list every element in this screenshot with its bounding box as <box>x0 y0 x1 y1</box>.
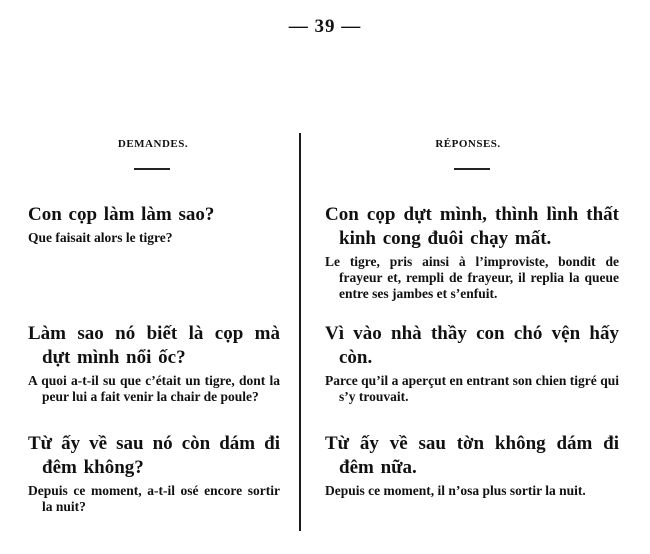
column-divider <box>299 133 301 531</box>
answer-3-french: Depuis ce moment, il n’osa plus sortir la nuit. <box>325 483 586 498</box>
column-header-reponses: RÉPONSES. <box>435 138 501 150</box>
question-1 <box>28 203 280 246</box>
question-2-french: A quoi a-t-il su que c’était un tigre, dont la peur lui a fait venir la chair de poule? <box>28 373 280 404</box>
question-2-vietnamese: Làm sao nó biết là cọp mà dựt mình nổi ốc? <box>28 323 280 368</box>
answer-1-french: Le tigre, pris ainsi à l’improviste, bondit de frayeur et, rempli de frayeur, il replia la queue entre ses jambes et s’enfuit. <box>325 254 619 301</box>
question-3 <box>28 432 280 515</box>
question-3-french: Depuis ce moment, a-t-il osé encore sortir la nuit? <box>28 483 280 514</box>
column-header-demandes: DEMANDES. <box>117 138 189 150</box>
header-rule-right <box>454 168 490 170</box>
question-3-vietnamese: Từ ấy về sau nó còn dám đi đêm không? <box>28 433 280 478</box>
answer-2-french: Parce qu’il a aperçut en entrant son chien tigré qui s’y trouvait. <box>325 373 619 404</box>
answer-1 <box>325 203 619 302</box>
header-rule-left <box>134 168 170 170</box>
answer-1-vietnamese: Con cọp dựt mình, thình lình thất kinh cong đuôi chạy mất. <box>325 204 619 249</box>
answer-3 <box>325 432 619 499</box>
question-1-vietnamese: Con cọp làm làm sao? <box>28 204 215 225</box>
answer-2-vietnamese: Vì vào nhà thầy con chó vện hấy còn. <box>325 323 619 368</box>
answer-3-vietnamese: Từ ấy về sau tờn không dám đi đêm nữa. <box>325 433 619 478</box>
answer-2 <box>325 322 619 405</box>
question-1-french: Que faisait alors le tigre? <box>28 230 173 245</box>
question-2 <box>28 322 280 405</box>
page-number: — 39 — <box>288 16 362 37</box>
